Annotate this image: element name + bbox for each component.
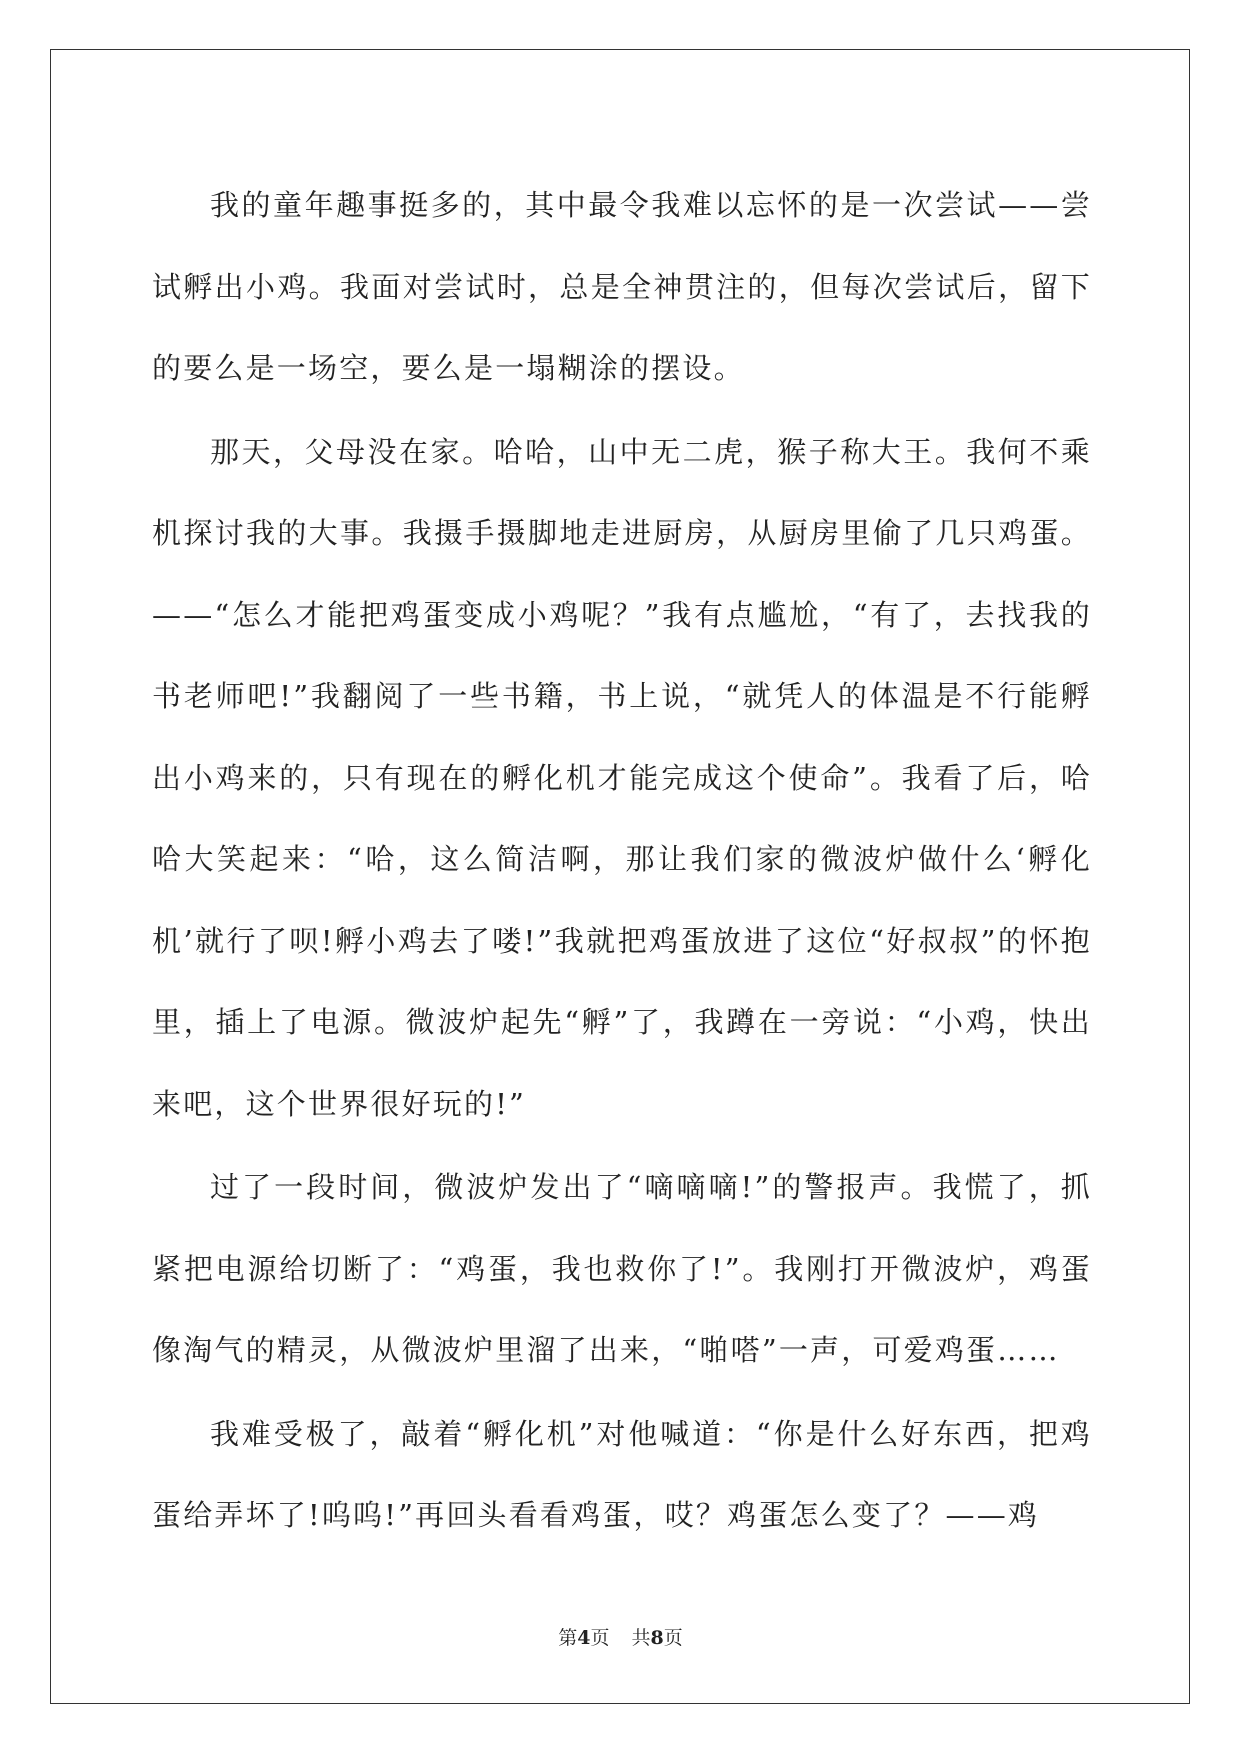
paragraph-2: 那天，父母没在家。哈哈，山中无二虎，猴子称大王。我何不乘机探讨我的大事。我摄手摄脚地走进厨房，从厨房里偷了几只鸡蛋。——“怎么才能把鸡蛋变成小鸡呢？”我有点尴尬，“有了，去找我的书老师吧!”我翻阅了一些书籍，书上说，“就凭人的体温是不行能孵出小鸡来的，只有现在的孵化机才能完成这个使命”。我看了后，哈哈大笑起来：“哈，这么简洁啊，那让我们家的微波炉做什么‘孵化机’就行了呗!孵小鸡去了喽!”我就把鸡蛋放进了这位“好叔叔”的怀抱里，插上了电源。微波炉起先“孵”了，我蹲在一旁说：“小鸡，快出来吧，这个世界很好玩的!” (152, 434, 1092, 1121)
page-current: 4 (577, 1627, 591, 1649)
total-suffix: 页 (663, 1627, 683, 1649)
page-prefix: 第 (558, 1627, 578, 1649)
paragraph-1: 我的童年趣事挺多的，其中最令我难以忘怀的是一次尝试——尝试孵出小鸡。我面对尝试时，总是全神贯注的，但每次尝试后，留下的要么是一场空，要么是一塌糊涂的摆设。 (152, 188, 1092, 385)
paragraph-4: 我难受极了，敲着“孵化机”对他喊道：“你是什么好东西，把鸡蛋给弄坏了!呜呜!”再回头看看鸡蛋，哎？鸡蛋怎么变了？——鸡 (152, 1416, 1092, 1532)
page-footer (0, 1625, 1241, 1651)
total-prefix: 共 (631, 1627, 651, 1649)
page-suffix: 页 (590, 1627, 610, 1649)
page-total: 8 (650, 1627, 664, 1649)
paragraph-3: 过了一段时间，微波炉发出了“嘀嘀嘀!”的警报声。我慌了，抓紧把电源给切断了：“鸡蛋，我也救你了!”。我刚打开微波炉，鸡蛋像淘气的精灵，从微波炉里溜了出来，“啪嗒”一声，可爱鸡蛋…… (152, 1170, 1092, 1367)
document-body (152, 165, 1092, 1559)
